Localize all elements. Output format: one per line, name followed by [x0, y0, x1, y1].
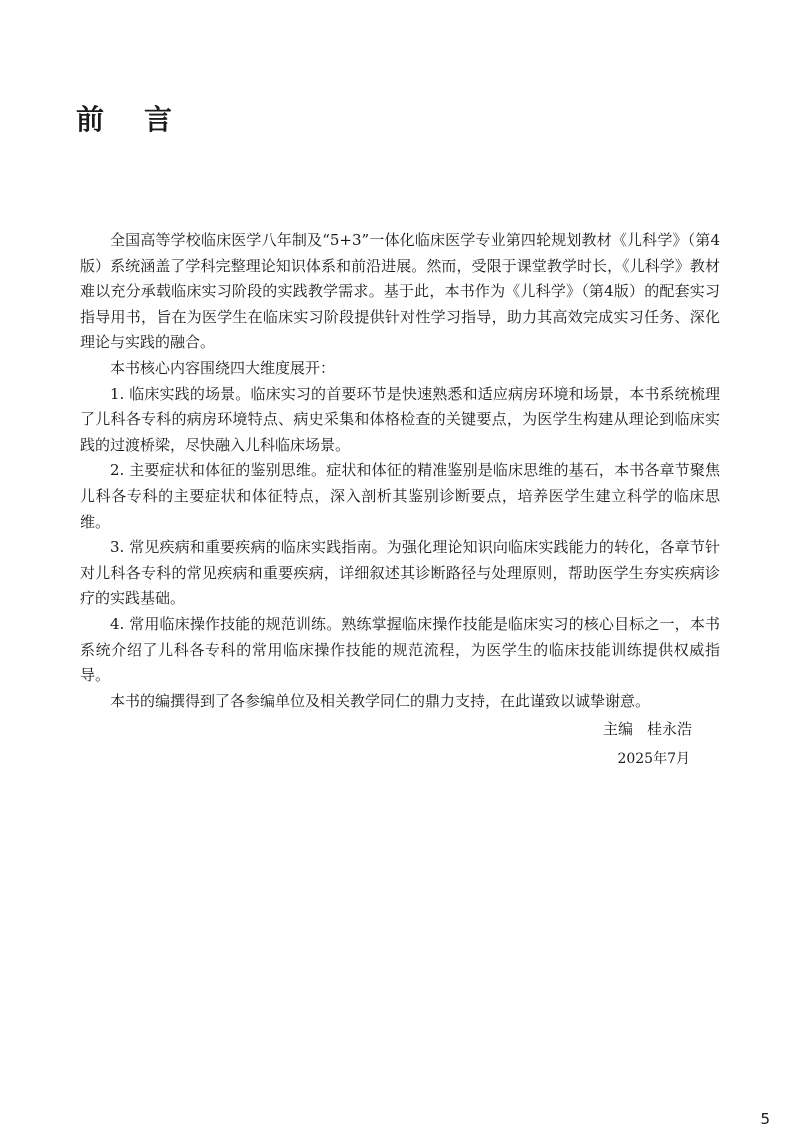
paragraph: 1. 临床实践的场景。临床实习的首要环节是快速熟悉和适应病房环境和场景，本书系统梳理了儿科各专科的病房环境特点、病史采集和体格检查的关键要点，为医学生构建从理论到临床实践的过渡桥梁，尽快融入儿科临床场景。 — [80, 384, 720, 454]
page-number: 5 — [760, 1110, 770, 1128]
paragraph: 本书的编撰得到了各参编单位及相关教学同仁的鼎力支持，在此谨致以诚挚谢意。 — [110, 691, 651, 710]
paragraph: 全国高等学校临床医学八年制及“5+3”一体化临床医学专业第四轮规划教材《儿科学》（第4版）系统涵盖了学科完整理论知识体系和前沿进展。然而，受限于课堂教学时长，《儿科学》教材难以充分承载临床实习阶段的实践教学需求。基于此，本书作为《儿科学》（第4版）的配套实习指导用书，旨在为医学生在临床实习阶段提供针对性学习指导，助力其高效完成实习任务、深化理论与实践的融合。 — [80, 231, 720, 352]
paragraph: 本书核心内容围绕四大维度展开： — [110, 358, 336, 377]
editor-name: 桂永浩 — [646, 720, 692, 738]
paragraph: 2. 主要症状和体征的鉴别思维。症状和体征的精准鉴别是临床思维的基石，本书各章节聚焦儿科各专科的主要症状和体征特点，深入剖析其鉴别诊断要点，培养医学生建立科学的临床思维。 — [80, 461, 720, 531]
editor-label: 主编 — [602, 720, 633, 738]
editor-line — [603, 716, 692, 742]
page-title: 前言 — [76, 103, 213, 136]
paragraph: 3. 常见疾病和重要疾病的临床实践指南。为强化理论知识向临床实践能力的转化，各章节针对儿科各专科的常见疾病和重要疾病，详细叙述其诊断路径与处理原则，帮助医学生夯实疾病诊疗的实践基础。 — [80, 538, 720, 608]
preface-date: 2025年7月 — [617, 751, 690, 767]
preface-body — [80, 228, 720, 714]
paragraph: 4. 常用临床操作技能的规范训练。熟练掌握临床操作技能是临床实习的核心目标之一，本书系统介绍了儿科各专科的常用临床操作技能的规范流程，为医学生的临床技能训练提供权威指导。 — [80, 614, 720, 685]
signature-block — [603, 716, 692, 770]
